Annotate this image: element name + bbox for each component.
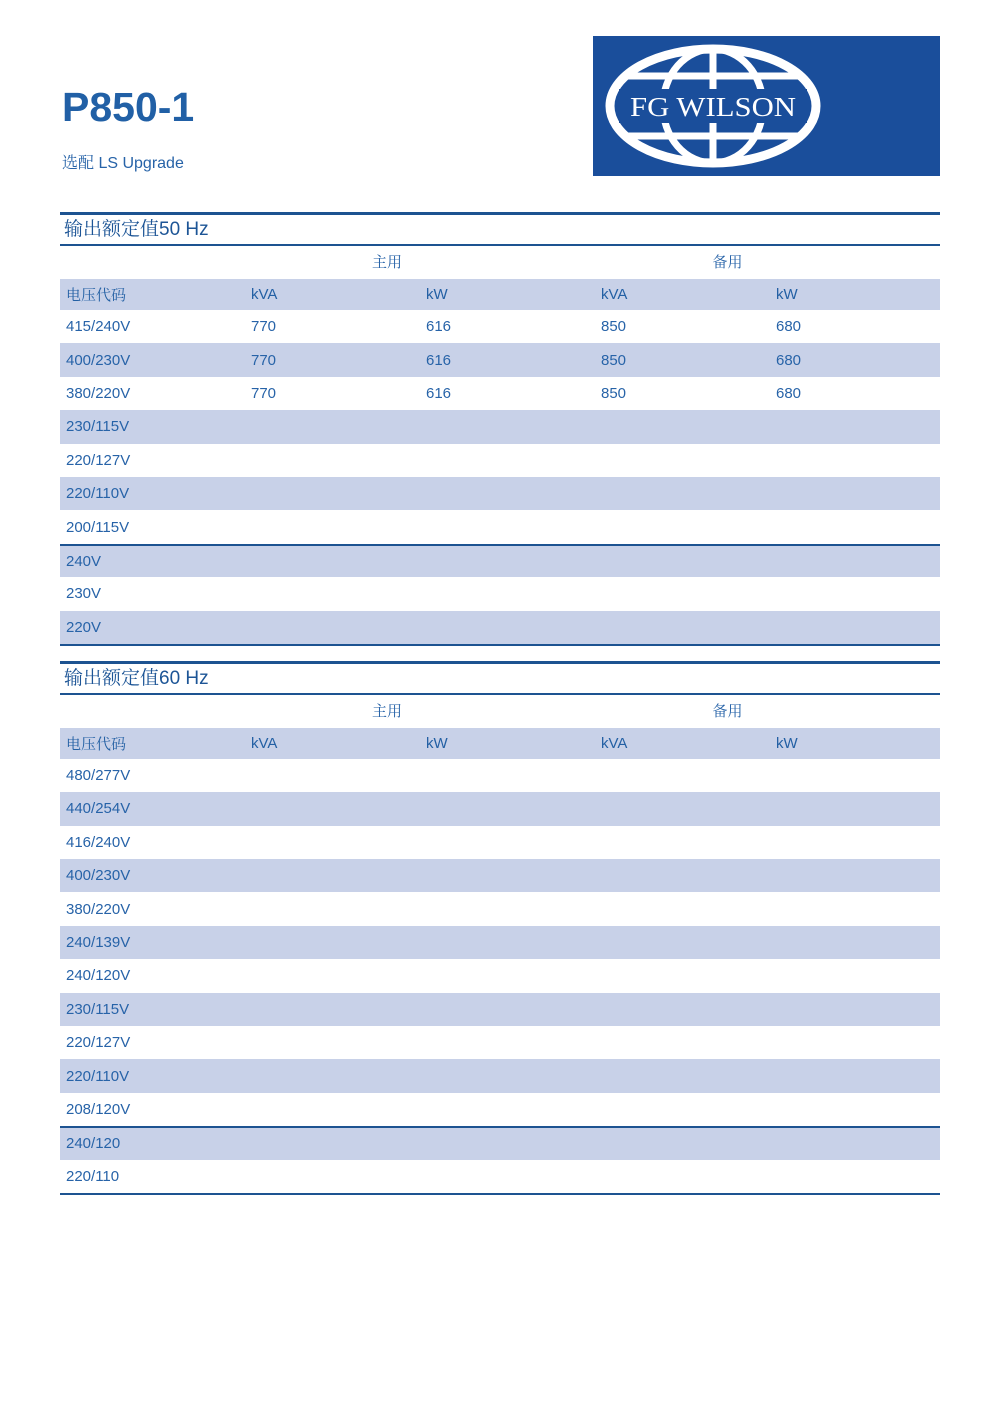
- voltage-cell: 220/127V: [66, 451, 131, 469]
- table-row: [60, 510, 940, 543]
- page-subtitle: 选配 LS Upgrade: [62, 155, 184, 172]
- table-row: [60, 792, 940, 825]
- value-cell: 616: [426, 384, 452, 402]
- table-row: [60, 1126, 940, 1159]
- globe-logo-icon: [593, 36, 940, 176]
- logo-text: FG WILSON: [630, 92, 796, 122]
- table-body-60hz: [60, 759, 940, 1195]
- voltage-cell: 230/115V: [66, 1000, 130, 1018]
- page-title: P850-1: [62, 84, 195, 130]
- table-row: [60, 577, 940, 610]
- column-header-standby-kva: kVA: [601, 734, 628, 752]
- fg-wilson-logo: [593, 36, 940, 176]
- value-cell: 850: [601, 318, 627, 336]
- column-header-prime-kw: kW: [426, 286, 448, 303]
- table-row: [60, 1160, 940, 1193]
- table-row: [60, 1026, 940, 1059]
- table-row: [60, 993, 940, 1026]
- voltage-cell: 380/220V: [66, 384, 131, 402]
- value-cell: 850: [601, 384, 627, 402]
- voltage-cell: 240/120: [66, 1135, 121, 1153]
- table-row: [60, 377, 940, 410]
- value-cell: 616: [426, 351, 452, 369]
- standby-group-label: 备用: [712, 254, 743, 271]
- voltage-cell: 220/110: [66, 1167, 120, 1185]
- table-row: [60, 926, 940, 959]
- prime-group-label: 主用: [371, 254, 402, 271]
- value-cell: 770: [251, 384, 277, 402]
- voltage-cell: 416/240V: [66, 833, 131, 851]
- value-cell: 680: [776, 318, 802, 336]
- voltage-cell: 240/139V: [66, 934, 131, 952]
- value-cell: 770: [251, 351, 277, 369]
- voltage-cell: 230V: [66, 585, 102, 603]
- voltage-cell: 400/230V: [66, 351, 131, 369]
- table-row: [60, 611, 940, 644]
- voltage-cell: 400/230V: [66, 867, 131, 885]
- table-row: [60, 759, 940, 792]
- prime-group-label: 主用: [371, 702, 402, 720]
- voltage-cell: 380/220V: [66, 900, 131, 918]
- value-cell: 680: [776, 351, 802, 369]
- table-row: [60, 310, 940, 343]
- table-row: [60, 477, 940, 510]
- column-header-row: [60, 728, 940, 759]
- value-cell: 770: [251, 318, 277, 336]
- table-row: [60, 826, 940, 859]
- column-header-standby-kva: kVA: [601, 286, 628, 303]
- column-header-prime-kva: kVA: [251, 734, 278, 752]
- table-row: [60, 859, 940, 892]
- table-row: [60, 959, 940, 992]
- table-body-50hz: [60, 310, 940, 646]
- voltage-cell: 240/120V: [66, 967, 131, 985]
- group-header-row: [60, 695, 940, 728]
- voltage-cell: 240V: [66, 552, 102, 570]
- section-title-50hz: 输出额定值50 Hz: [60, 212, 940, 246]
- voltage-cell: 200/115V: [66, 518, 130, 536]
- datasheet-content: [60, 212, 940, 1210]
- value-cell: 850: [601, 351, 627, 369]
- value-cell: 680: [776, 384, 802, 402]
- standby-group-label: 备用: [712, 702, 743, 720]
- table-row: [60, 544, 940, 577]
- table-row: [60, 343, 940, 376]
- table-row: [60, 1059, 940, 1092]
- column-header-row: [60, 279, 940, 310]
- column-header-prime-kw: kW: [426, 734, 448, 752]
- section-title-60hz: 输出额定值60 Hz: [60, 661, 940, 695]
- column-header-voltage-code: 电压代码: [66, 735, 127, 753]
- column-header-voltage-code: 电压代码: [66, 287, 127, 304]
- group-header-row: [60, 246, 940, 279]
- voltage-cell: 230/115V: [66, 418, 130, 436]
- voltage-cell: 440/254V: [66, 800, 131, 818]
- table-row: [60, 892, 940, 925]
- column-header-standby-kw: kW: [776, 286, 798, 303]
- voltage-cell: 415/240V: [66, 318, 131, 336]
- column-header-prime-kva: kVA: [251, 286, 278, 303]
- output-ratings-50hz-section: [60, 212, 940, 646]
- table-row: [60, 1093, 940, 1126]
- voltage-cell: 480/277V: [66, 767, 131, 785]
- output-ratings-60hz-section: [60, 661, 940, 1195]
- voltage-cell: 220/110V: [66, 485, 130, 503]
- value-cell: 616: [426, 318, 452, 336]
- table-row: [60, 410, 940, 443]
- voltage-cell: 220V: [66, 618, 102, 636]
- voltage-cell: 220/110V: [66, 1067, 130, 1085]
- column-header-standby-kw: kW: [776, 734, 798, 752]
- voltage-cell: 220/127V: [66, 1034, 131, 1052]
- table-row: [60, 444, 940, 477]
- voltage-cell: 208/120V: [66, 1101, 131, 1118]
